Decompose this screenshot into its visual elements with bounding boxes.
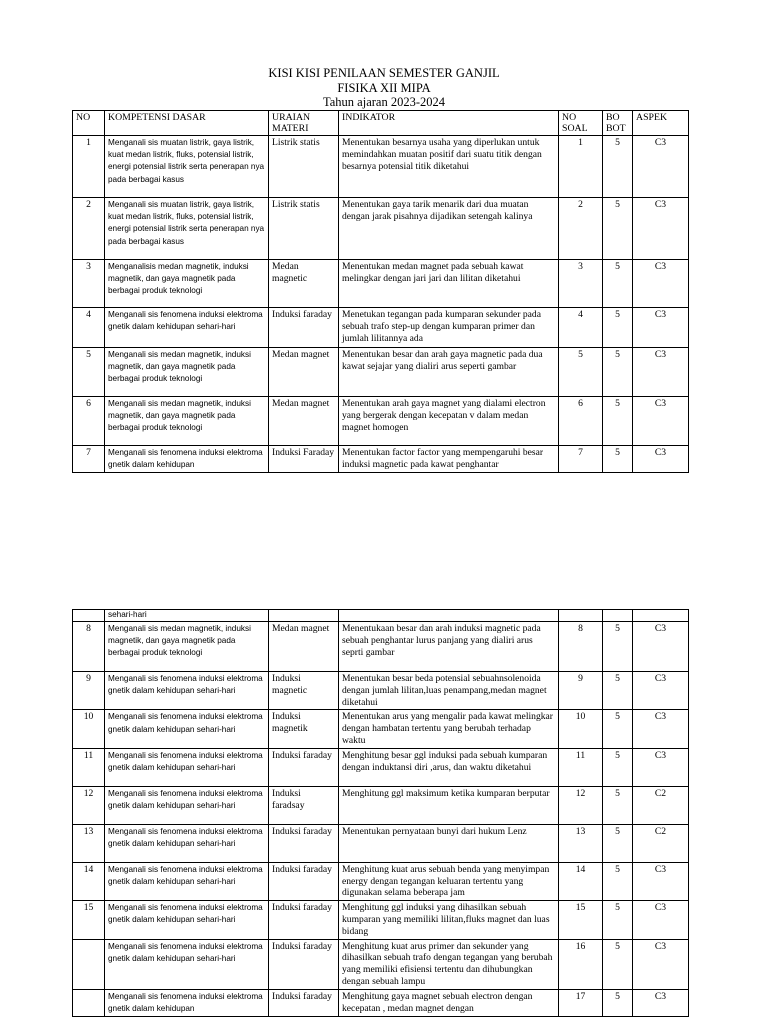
table-row xyxy=(73,260,689,308)
cell-aspek: C3 xyxy=(633,989,689,1016)
table-row xyxy=(73,824,689,862)
cell-kd: Menganali sis fenomena induksi elektroma gnetik dalam kehidupan sehari-hari xyxy=(105,308,269,348)
cell-materi: Induksi faraday xyxy=(269,901,339,939)
cell-no: 6 xyxy=(73,397,105,446)
table-header-row xyxy=(73,111,689,136)
cell-no: 1 xyxy=(73,136,105,198)
cell-indikator: Menentukan pernyataan bunyi dari hukum Lenz xyxy=(339,824,559,862)
cell-bobot: 5 xyxy=(603,786,633,824)
cell-no: 2 xyxy=(73,198,105,260)
table-row xyxy=(73,308,689,348)
cell-no-soal: 16 xyxy=(559,939,603,989)
cell-no-soal: 4 xyxy=(559,308,603,348)
cell-aspek: C3 xyxy=(633,260,689,308)
cell-no: 7 xyxy=(73,446,105,473)
cell-materi xyxy=(269,610,339,622)
cell-no-soal: 3 xyxy=(559,260,603,308)
cell-materi: Listrik statis xyxy=(269,136,339,198)
cell-indikator: Menentukan besar beda potensial sebuahnsolenoida dengan jumlah lilitan,luas penampang,medan magnet diketahui xyxy=(339,672,559,710)
cell-aspek: C3 xyxy=(633,198,689,260)
cell-indikator: Menetukan tegangan pada kumparan sekunder pada sebuah trafo step-up dengan kumparan primer dan jumlah lilitannya ada xyxy=(339,308,559,348)
cell-indikator: Menentukan arus yang mengalir pada kawat melingkar dengan hambatan tertentu yang berubah terhadap waktu xyxy=(339,710,559,748)
cell-materi: Medan magnetic xyxy=(269,260,339,308)
cell-bobot: 5 xyxy=(603,622,633,672)
cell-no-soal: 1 xyxy=(559,136,603,198)
cell-materi: Induksi Faraday xyxy=(269,446,339,473)
cell-indikator: Menghitung gaya magnet sebuah electron dengan kecepatan , medan magnet dengan xyxy=(339,989,559,1016)
cell-indikator: Menentukan besar dan arah gaya magnetic pada dua kawat sejajar yang dialiri arus seperti gambar xyxy=(339,348,559,397)
cell-kd: sehari-hari xyxy=(105,610,269,622)
table-row xyxy=(73,446,689,473)
cell-no: 12 xyxy=(73,786,105,824)
cell-aspek: C3 xyxy=(633,348,689,397)
cell-no-soal: 11 xyxy=(559,748,603,786)
col-header-aspek: ASPEK xyxy=(633,111,689,136)
cell-aspek: C3 xyxy=(633,397,689,446)
cell-materi: Medan magnet xyxy=(269,397,339,446)
cell-materi: Induksi magnetik xyxy=(269,710,339,748)
cell-materi: Induksi magnetic xyxy=(269,672,339,710)
table-row xyxy=(73,748,689,786)
table-row xyxy=(73,710,689,748)
cell-bobot: 5 xyxy=(603,198,633,260)
cell-aspek: C2 xyxy=(633,824,689,862)
cell-indikator: Menentukan gaya tarik menarik dari dua muatan dengan jarak pisahnya dijadikan setengah kalinya xyxy=(339,198,559,260)
page-title: KISI KISI PENILAAN SEMESTER GANJIL xyxy=(268,66,500,80)
table-row xyxy=(73,397,689,446)
cell-bobot: 5 xyxy=(603,901,633,939)
cell-aspek: C3 xyxy=(633,136,689,198)
cell-aspek: C3 xyxy=(633,672,689,710)
table-row xyxy=(73,672,689,710)
cell-no: 9 xyxy=(73,672,105,710)
grid-table-page-1 xyxy=(72,110,689,473)
cell-bobot: 5 xyxy=(603,710,633,748)
cell-no-soal: 7 xyxy=(559,446,603,473)
cell-aspek: C2 xyxy=(633,786,689,824)
grid-table-page-2 xyxy=(72,609,689,1017)
cell-materi: Induksi faradsay xyxy=(269,786,339,824)
cell-no-soal: 17 xyxy=(559,989,603,1016)
cell-no-soal: 8 xyxy=(559,622,603,672)
cell-no: 3 xyxy=(73,260,105,308)
col-header-indikator: INDIKATOR xyxy=(339,111,559,136)
cell-indikator xyxy=(339,610,559,622)
cell-kd: Menganali sis muatan listrik, gaya listrik, kuat medan listrik, fluks, potensial listrik, energi potensial listrik serta penerapan nya pada berbagai kasus xyxy=(105,136,269,198)
cell-no-soal: 6 xyxy=(559,397,603,446)
cell-indikator: Menghitung besar ggl induksi pada sebuah kumparan dengan induktansi diri ,arus, dan waktu diketahui xyxy=(339,748,559,786)
cell-materi: Induksi faraday xyxy=(269,824,339,862)
cell-no: 11 xyxy=(73,748,105,786)
cell-materi: Induksi faraday xyxy=(269,862,339,900)
cell-no: 14 xyxy=(73,862,105,900)
cell-no-soal: 12 xyxy=(559,786,603,824)
cell-bobot: 5 xyxy=(603,672,633,710)
cell-kd: Menganali sis fenomena induksi elektroma gnetik dalam kehidupan sehari-hari xyxy=(105,710,269,748)
cell-indikator: Menentukaan besar dan arah induksi magnetic pada sebuah penghantar lurus panjang yang dialiri arus seprti gambar xyxy=(339,622,559,672)
cell-no: 5 xyxy=(73,348,105,397)
cell-no-soal: 14 xyxy=(559,862,603,900)
cell-no: 10 xyxy=(73,710,105,748)
cell-bobot: 5 xyxy=(603,308,633,348)
table-row xyxy=(73,786,689,824)
table-row xyxy=(73,348,689,397)
table-row xyxy=(73,901,689,939)
cell-bobot: 5 xyxy=(603,939,633,989)
cell-materi: Medan magnet xyxy=(269,622,339,672)
table-row xyxy=(73,198,689,260)
cell-indikator: Menentukan besarnya usaha yang diperlukan untuk memindahkan muatan positif dari suatu titik dengan besarnya potensial titik diketahui xyxy=(339,136,559,198)
cell-indikator: Menghitung kuat arus primer dan sekunder yang dihasilkan sebuah trafo dengan tegangan yang berubah yang memiliki efisiensi tertentu dan dihubungkan dengan sebuah lampu xyxy=(339,939,559,989)
cell-materi: Induksi faraday xyxy=(269,748,339,786)
cell-bobot: 5 xyxy=(603,397,633,446)
cell-bobot: 5 xyxy=(603,260,633,308)
cell-no xyxy=(73,989,105,1016)
cell-no: 13 xyxy=(73,824,105,862)
cell-no xyxy=(73,939,105,989)
cell-aspek: C3 xyxy=(633,446,689,473)
cell-kd: Menganali sis medan magnetik, induksi magnetik, dan gaya magnetik pada berbagai produk teknologi xyxy=(105,622,269,672)
cell-kd: Menganali sis fenomena induksi elektroma gnetik dalam kehidupan sehari-hari xyxy=(105,672,269,710)
cell-aspek: C3 xyxy=(633,862,689,900)
cell-kd: Menganali sis fenomena induksi elektroma gnetik dalam kehidupan sehari-hari xyxy=(105,748,269,786)
cell-materi: Listrik statis xyxy=(269,198,339,260)
table-row-continuation xyxy=(73,610,689,622)
cell-indikator: Menghitung kuat arus sebuah benda yang menyimpan energy dengan tegangan keluaran tertentu yang digunakan selama beberapa jam xyxy=(339,862,559,900)
col-header-bobot: BO BOT xyxy=(603,111,633,136)
cell-indikator: Menentukan medan magnet pada sebuah kawat melingkar dengan jari jari dan lilitan diketahui xyxy=(339,260,559,308)
cell-kd: Menganali sis fenomena induksi elektroma gnetik dalam kehidupan sehari-hari xyxy=(105,786,269,824)
cell-no-soal xyxy=(559,610,603,622)
cell-no-soal: 10 xyxy=(559,710,603,748)
cell-aspek: C3 xyxy=(633,710,689,748)
cell-kd: Menganali sis fenomena induksi elektroma gnetik dalam kehidupan sehari-hari xyxy=(105,939,269,989)
cell-aspek xyxy=(633,610,689,622)
cell-kd: Menganali sis fenomena induksi elektroma gnetik dalam kehidupan xyxy=(105,989,269,1016)
cell-no: 4 xyxy=(73,308,105,348)
cell-kd: Menganalisis medan magnetik, induksi magnetik, dan gaya magnetik pada berbagai produk teknologi xyxy=(105,260,269,308)
cell-materi: Induksi faraday xyxy=(269,308,339,348)
cell-no-soal: 9 xyxy=(559,672,603,710)
cell-aspek: C3 xyxy=(633,901,689,939)
cell-aspek: C3 xyxy=(633,622,689,672)
cell-bobot: 5 xyxy=(603,748,633,786)
cell-kd: Menganali sis medan magnetik, induksi magnetik, dan gaya magnetik pada berbagai produk teknologi xyxy=(105,348,269,397)
cell-materi: Induksi faraday xyxy=(269,989,339,1016)
cell-aspek: C3 xyxy=(633,748,689,786)
table-row xyxy=(73,136,689,198)
cell-bobot: 5 xyxy=(603,136,633,198)
cell-bobot: 5 xyxy=(603,989,633,1016)
cell-indikator: Menghitung ggl maksimum ketika kumparan berputar xyxy=(339,786,559,824)
cell-kd: Menganali sis fenomena induksi elektroma gnetik dalam kehidupan sehari-hari xyxy=(105,862,269,900)
cell-indikator: Menghitung ggl induksi yang dihasilkan sebuah kumparan yang memiliki lilitan,fluks magnet dan luas bidang xyxy=(339,901,559,939)
table-row xyxy=(73,622,689,672)
col-header-no: NO xyxy=(73,111,105,136)
col-header-no-soal: NO SOAL xyxy=(559,111,603,136)
cell-no-soal: 5 xyxy=(559,348,603,397)
cell-no: 15 xyxy=(73,901,105,939)
cell-no-soal: 15 xyxy=(559,901,603,939)
col-header-materi: URAIAN MATERI xyxy=(269,111,339,136)
page-subject: FISIKA XII MIPA xyxy=(337,81,431,95)
cell-bobot: 5 xyxy=(603,348,633,397)
table-row xyxy=(73,989,689,1016)
table-row xyxy=(73,862,689,900)
cell-no xyxy=(73,610,105,622)
cell-kd: Menganali sis fenomena induksi elektroma gnetik dalam kehidupan xyxy=(105,446,269,473)
cell-materi: Medan magnet xyxy=(269,348,339,397)
cell-kd: Menganali sis fenomena induksi elektroma gnetik dalam kehidupan sehari-hari xyxy=(105,824,269,862)
cell-kd: Menganali sis medan magnetik, induksi magnetik, dan gaya magnetik pada berbagai produk teknologi xyxy=(105,397,269,446)
cell-no-soal: 13 xyxy=(559,824,603,862)
cell-kd: Menganali sis fenomena induksi elektroma gnetik dalam kehidupan sehari-hari xyxy=(105,901,269,939)
col-header-kd: KOMPETENSI DASAR xyxy=(105,111,269,136)
cell-kd: Menganali sis muatan listrik, gaya listrik, kuat medan listrik, fluks, potensial listrik, energi potensial listrik serta penerapan nya pada berbagai kasus xyxy=(105,198,269,260)
cell-indikator: Menentukan factor factor yang mempengaruhi besar induksi magnetic pada kawat penghantar xyxy=(339,446,559,473)
cell-no-soal: 2 xyxy=(559,198,603,260)
cell-bobot: 5 xyxy=(603,824,633,862)
cell-indikator: Menentukan arah gaya magnet yang dialami electron yang bergerak dengan kecepatan v dalam medan magnet homogen xyxy=(339,397,559,446)
cell-aspek: C3 xyxy=(633,939,689,989)
cell-materi: Induksi faraday xyxy=(269,939,339,989)
cell-aspek: C3 xyxy=(633,308,689,348)
cell-no: 8 xyxy=(73,622,105,672)
cell-bobot xyxy=(603,610,633,622)
table-row xyxy=(73,939,689,989)
page-year: Tahun ajaran 2023-2024 xyxy=(322,95,445,109)
cell-bobot: 5 xyxy=(603,446,633,473)
cell-bobot: 5 xyxy=(603,862,633,900)
